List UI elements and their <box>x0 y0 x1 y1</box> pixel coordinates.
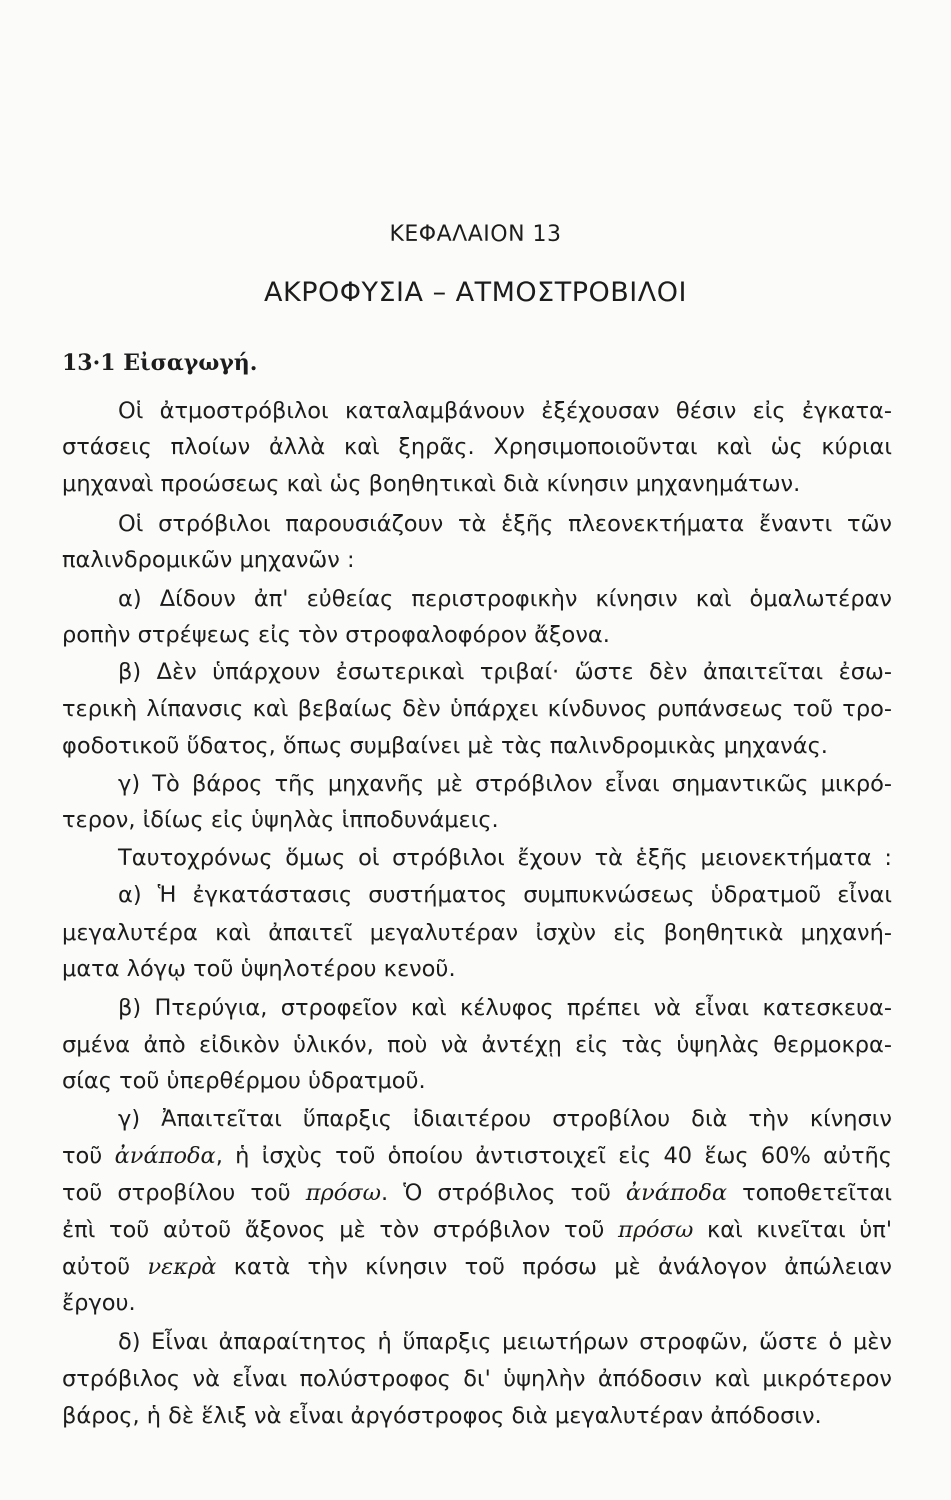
text-line: Οἱ ἀτμοστρόβιλοι καταλαμβάνουν ἐξέχουσαν θέσιν εἰς ἐγκατα- <box>118 398 892 424</box>
text-line: τοῦ στροβίλου τοῦ πρόσω. Ὁ στρόβιλος τοῦ ἀνάποδα τοποθετεῖται <box>62 1180 892 1206</box>
text-line: αὐτοῦ νεκρὰ κατὰ τὴν κίνησιν τοῦ πρόσω μὲ ἀνάλογον ἀπώλειαν <box>62 1254 892 1280</box>
text-line: ροπὴν στρέψεως εἰς τὸν στροφαλοφόρον ἄξονα. <box>62 622 610 648</box>
text-line: σίας τοῦ ὑπερθέρμου ὑδρατμοῦ. <box>62 1068 426 1094</box>
text-line: τοῦ ἀνάποδα, ἡ ἰσχὺς τοῦ ὁποίου ἀντιστοιχεῖ εἰς 40 ἕως 60% αὐτῆς <box>62 1143 893 1169</box>
italic-term: πρόσω <box>305 1180 382 1206</box>
text-line: μηχαναὶ προώσεως καὶ ὡς βοηθητικαὶ διὰ κίνησιν μηχανημάτων. <box>62 471 801 497</box>
chapter-label: ΚΕΦΑΛΑΙΟΝ 13 <box>389 222 562 247</box>
chapter-title: ΑΚΡΟΦΥΣΙΑ – ΑΤΜΟΣΤΡΟΒΙΛΟΙ <box>264 277 687 308</box>
text-line: παλινδρομικῶν μηχανῶν : <box>62 547 355 573</box>
text-line: τερον, ἰδίως εἰς ὑψηλὰς ἱπποδυνάμεις. <box>62 807 499 833</box>
italic-term: ἀνάποδα <box>625 1180 728 1206</box>
text-line: β) Πτερύγια, στροφεῖον καὶ κέλυφος πρέπει νὰ εἶναι κατεσκευα- <box>118 995 892 1021</box>
text-line: βάρος, ἡ δὲ ἕλιξ νὰ εἶναι ἀργόστροφος διὰ μεγαλυτέραν ἀπόδοσιν. <box>62 1403 822 1429</box>
section-heading: 13·1 Εἰσαγωγή. <box>62 350 258 376</box>
text-line: μεγαλυτέρα καὶ ἀπαιτεῖ μεγαλυτέραν ἰσχὺν εἰς βοηθητικὰ μηχανή- <box>62 920 892 946</box>
text-line: φοδοτικοῦ ὕδατος, ὅπως συμβαίνει μὲ τὰς παλινδρομικὰς μηχανάς. <box>62 733 828 759</box>
text-line: Ταυτοχρόνως ὅμως οἱ στρόβιλοι ἔχουν τὰ ἑξῆς μειονεκτήματα : <box>118 845 892 871</box>
text-line: τερικὴ λίπανσις καὶ βεβαίως δὲν ὑπάρχει κίνδυνος ρυπάνσεως τοῦ τρο- <box>62 696 892 722</box>
text-line: στρόβιλος νὰ εἶναι πολύστροφος δι' ὑψηλὴν ἀπόδοσιν καὶ μικρότερον <box>62 1366 892 1392</box>
italic-term: νεκρὰ <box>147 1254 217 1280</box>
text-line: γ) Ἀπαιτεῖται ὕπαρξις ἰδιαιτέρου στροβίλου διὰ τὴν κίνησιν <box>118 1106 892 1132</box>
text-line: γ) Τὸ βάρος τῆς μηχανῆς μὲ στρόβιλον εἶναι σημαντικῶς μικρό- <box>118 771 892 797</box>
text-line: ἐπὶ τοῦ αὐτοῦ ἄξονος μὲ τὸν στρόβιλον τοῦ πρόσω καὶ κινεῖται ὑπ' <box>62 1217 893 1243</box>
text-line: β) Δὲν ὑπάρχουν ἐσωτερικαὶ τριβαί· ὥστε δὲν ἀπαιτεῖται ἐσω- <box>118 659 892 685</box>
text-line: ἔργου. <box>62 1290 136 1316</box>
text-line: α) Δίδουν ἀπ' εὐθείας περιστροφικὴν κίνησιν καὶ ὁμαλωτέραν <box>118 586 892 612</box>
italic-term: πρόσω <box>618 1217 694 1243</box>
text-line: Οἱ στρόβιλοι παρουσιάζουν τὰ ἑξῆς πλεονεκτήματα ἔναντι τῶν <box>118 511 892 537</box>
text-line: στάσεις πλοίων ἀλλὰ καὶ ξηρᾶς. Χρησιμοποιοῦνται καὶ ὡς κύριαι <box>62 434 892 460</box>
italic-term: ἀνάποδα <box>114 1143 216 1169</box>
text-line: ματα λόγῳ τοῦ ὑψηλοτέρου κενοῦ. <box>62 956 456 982</box>
text-line: σμένα ἀπὸ εἰδικὸν ὑλικόν, ποὺ νὰ ἀντέχῃ εἰς τὰς ὑψηλὰς θερμοκρα- <box>62 1032 892 1058</box>
text-line: α) Ἡ ἐγκατάστασις συστήματος συμπυκνώσεως ὑδρατμοῦ εἶναι <box>118 882 892 908</box>
text-line: δ) Εἶναι ἀπαραίτητος ἡ ὕπαρξις μειωτήρων στροφῶν, ὥστε ὁ μὲν <box>118 1329 892 1355</box>
